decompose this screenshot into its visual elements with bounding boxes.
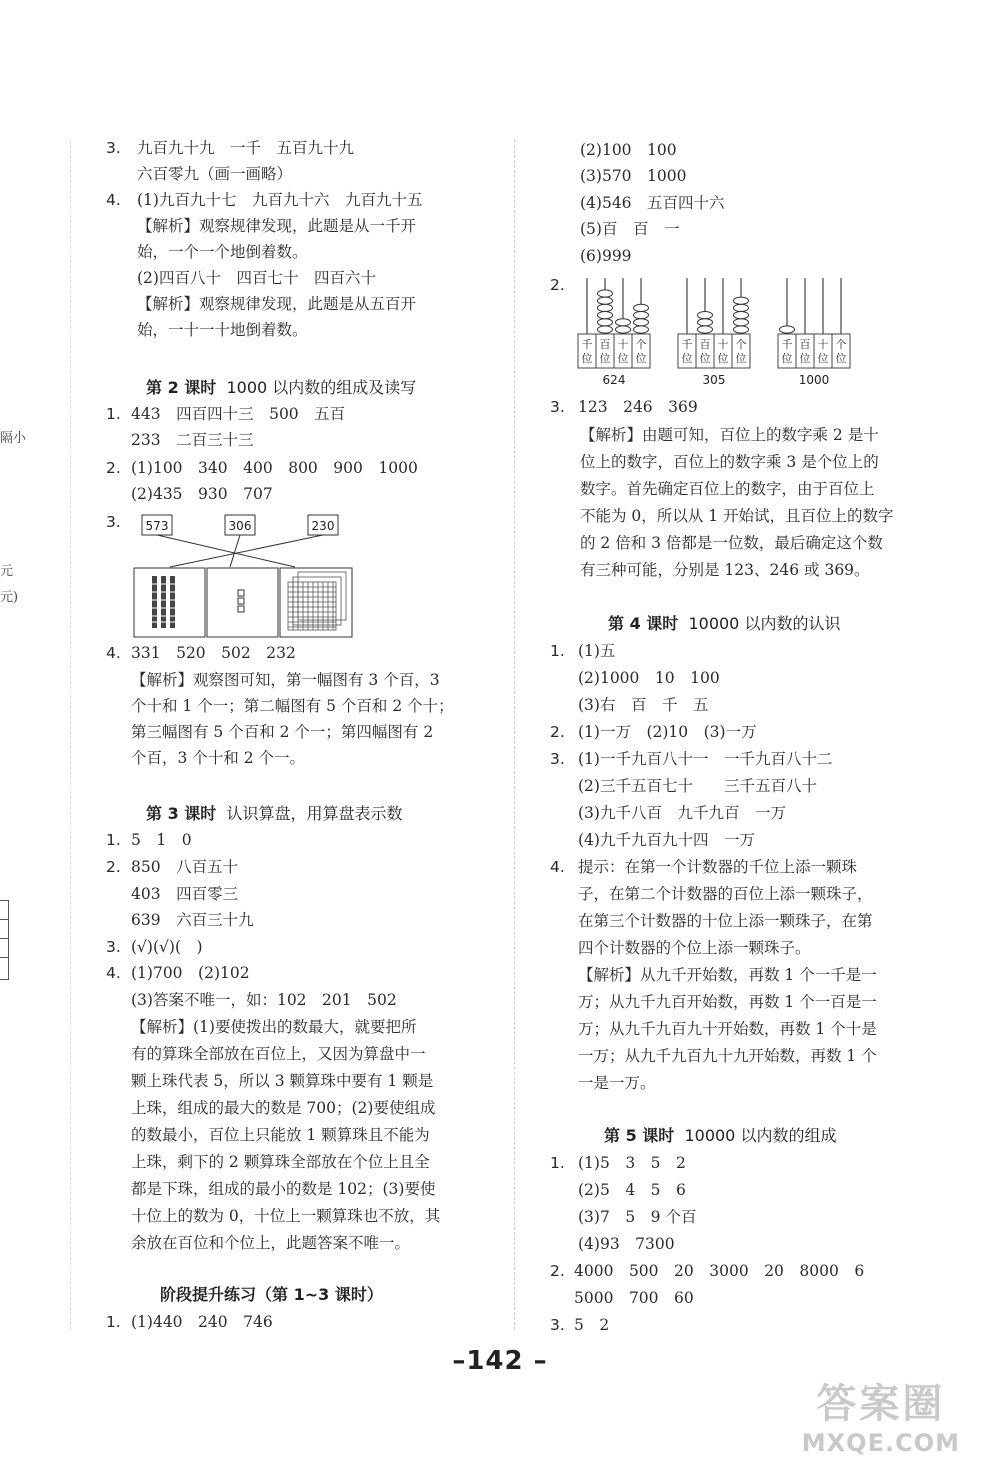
analysis-line: 【解析】从九千开始数，再数 1 个一千是一 xyxy=(578,966,877,984)
bead xyxy=(734,326,749,333)
place-label: 位 xyxy=(635,352,647,365)
answer-line: (3)570 1000 xyxy=(580,167,687,185)
analysis-line: 上珠，剩下的 2 颗算珠全部放在个位上且全 xyxy=(131,1153,430,1171)
analysis-line: 位上的数字，百位上的数字乘 3 是个位上的 xyxy=(580,453,879,471)
analysis-line: 个十和 1 个一；第二幅图有 5 个百和 2 个十； xyxy=(131,697,454,715)
analysis-line: 【解析】观察规律发现，此题是从一千开 xyxy=(137,217,417,235)
item-number: 4. xyxy=(106,644,121,662)
answer-line: (1)一万 (2)10 (3)一万 xyxy=(578,723,757,741)
answer-line: 5000 700 60 xyxy=(574,1289,694,1307)
analysis-line: 【解析】(1)要使拨出的数最大，就要把所 xyxy=(131,1018,417,1036)
answer-line: (2)100 100 xyxy=(580,141,677,159)
bead xyxy=(616,326,631,333)
answer-line: (2)5 4 5 6 xyxy=(578,1181,686,1199)
bead xyxy=(780,326,795,333)
answer-line: (3)九千八百 九千九百 一万 xyxy=(578,804,786,822)
answer-line: 5 2 xyxy=(574,1316,610,1334)
analysis-line: 数字。首先确定百位上的数字，由于百位上 xyxy=(580,480,875,498)
picture-ones-3 xyxy=(207,568,278,637)
answer-line: 123 246 369 xyxy=(578,398,698,416)
item-number: 1. xyxy=(106,405,121,423)
answer-line: (3)右 百 千 五 xyxy=(578,696,709,714)
frame-caption: 305 xyxy=(702,373,726,387)
analysis-line: 都是下珠，组成的最小的数是 102；(3)要使 xyxy=(131,1180,436,1198)
bead xyxy=(698,312,713,319)
place-label: 百 xyxy=(799,338,811,351)
answer-line: 639 六百三十九 xyxy=(131,911,254,929)
answer-line: (1)440 240 746 xyxy=(131,1313,273,1331)
answer-line: (4)546 五百四十六 xyxy=(580,194,725,212)
analysis-line: 万；从九千九百开始数，再数 1 个一百是一 xyxy=(578,993,877,1011)
section-heading: 第 2 课时 1000 以内数的组成及读写 xyxy=(146,378,417,397)
analysis-line: 【解析】观察图可知，第一幅图有 3 个百，3 xyxy=(131,671,440,689)
place-label: 位 xyxy=(781,352,793,365)
counting-frame-1000 xyxy=(778,278,850,387)
place-label: 位 xyxy=(599,352,611,365)
number-box-306: 306 xyxy=(228,519,252,533)
column-divider xyxy=(514,140,515,1330)
item-number: 2. xyxy=(550,276,565,294)
left-margin-rule xyxy=(70,140,71,1330)
place-label: 位 xyxy=(817,352,829,365)
edge-fragment: 隔小 xyxy=(0,431,27,446)
bead xyxy=(734,297,749,304)
analysis-line: 一是一万。 xyxy=(578,1074,656,1092)
answer-line: (1)九百九十七 九百九十六 九百九十五 xyxy=(137,191,423,209)
edge-table-fragment xyxy=(0,900,9,980)
place-label: 位 xyxy=(835,352,847,365)
item-number: 1. xyxy=(550,1154,565,1172)
matching-figure xyxy=(130,510,360,640)
counting-frames-figure xyxy=(570,270,870,395)
answer-line: (3)7 5 9 个百 xyxy=(578,1208,697,1226)
bead xyxy=(634,319,649,326)
analysis-line: 上珠，组成的最大的数是 700；(2)要使组成 xyxy=(131,1099,436,1117)
place-label: 十 xyxy=(817,338,829,351)
item-number: 2. xyxy=(550,1262,565,1280)
number-box-230: 230 xyxy=(311,519,335,533)
analysis-line: 始，一十一十地倒着数。 xyxy=(137,321,308,339)
answer-line: (1)700 (2)102 xyxy=(131,964,250,982)
item-number: 1. xyxy=(106,831,121,849)
answer-line: 403 四百零三 xyxy=(131,885,239,903)
analysis-line: 的 2 倍和 3 倍都是一位数，最后确定这个数 xyxy=(580,534,883,552)
analysis-line: 第三幅图有 5 个百和 2 个一；第四幅图有 2 xyxy=(131,723,434,741)
item-number: 1. xyxy=(550,642,565,660)
answer-line: 提示：在第一个计数器的千位上添一颗珠 xyxy=(578,858,858,876)
item-number: 4. xyxy=(550,858,565,876)
analysis-line: 颗上珠代表 5，所以 3 颗算珠中要有 1 颗是 xyxy=(131,1072,434,1090)
answer-line: 在第三个计数器的十位上添一颗珠子，在第 xyxy=(578,912,873,930)
item-number: 3. xyxy=(106,139,121,157)
answer-line: (2)三千五百七十 三千五百八十 xyxy=(578,777,817,795)
bead xyxy=(598,297,613,304)
answer-line: 子，在第二个计数器的百位上添一颗珠子， xyxy=(578,885,873,903)
item-number: 2. xyxy=(106,858,121,876)
edge-fragment: 元 xyxy=(0,564,14,579)
bead xyxy=(598,290,613,297)
counting-frame-305 xyxy=(678,278,750,387)
bead xyxy=(634,304,649,311)
answer-line: (3)答案不唯一，如：102 201 502 xyxy=(131,991,397,1009)
answer-line: (1)一千九百八十一 一千九百八十二 xyxy=(578,750,833,768)
answer-line: 4000 500 20 3000 20 8000 6 xyxy=(574,1262,865,1280)
answer-line: (1)五 xyxy=(578,642,616,660)
bead xyxy=(598,326,613,333)
place-label: 十 xyxy=(617,338,629,351)
place-label: 个 xyxy=(735,338,747,351)
answer-line: (5)百 百 一 xyxy=(580,220,680,238)
answer-line: (2)四百八十 四百七十 四百六十 xyxy=(137,269,376,287)
place-label: 百 xyxy=(599,338,611,351)
place-label: 位 xyxy=(581,352,593,365)
watermark-logo: 答案圈 MXQE.COM xyxy=(801,1381,960,1457)
bead xyxy=(634,312,649,319)
bead xyxy=(698,326,713,333)
place-label: 位 xyxy=(699,352,711,365)
item-number: 4. xyxy=(106,964,121,982)
answer-line: (2)1000 10 100 xyxy=(578,669,720,687)
place-label: 位 xyxy=(681,352,693,365)
bead xyxy=(616,319,631,326)
answer-line: 443 四百四十三 500 五百 xyxy=(131,405,346,423)
bead xyxy=(598,304,613,311)
item-number: 3. xyxy=(550,398,565,416)
number-box-573: 573 xyxy=(145,519,169,533)
item-number: 3. xyxy=(106,513,121,531)
answer-line: (√)(√)( ) xyxy=(131,938,203,956)
bead xyxy=(698,319,713,326)
analysis-line: 的数最小，百位上只能放 1 颗算珠且不能为 xyxy=(131,1126,430,1144)
answer-line: (1)5 3 5 2 xyxy=(578,1154,686,1172)
answer-line: (4)93 7300 xyxy=(578,1235,675,1253)
analysis-line: 有三种可能，分别是 123、246 或 369。 xyxy=(580,561,870,579)
item-number: 2. xyxy=(550,723,565,741)
section-heading: 阶段提升练习（第 1~3 课时） xyxy=(160,1285,383,1304)
answer-line: 850 八百五十 xyxy=(131,858,239,876)
answer-line: (1)100 340 400 800 900 1000 xyxy=(131,459,418,477)
analysis-line: 个百，3 个十和 2 个一。 xyxy=(131,749,306,767)
answer-line: 331 520 502 232 xyxy=(131,644,296,662)
section-heading: 第 4 课时 10000 以内数的认识 xyxy=(608,614,841,633)
analysis-line: 【解析】观察规律发现，此题是从五百开 xyxy=(137,295,417,313)
analysis-line: 一万；从九千九百九十九开始数，再数 1 个 xyxy=(578,1047,877,1065)
bead xyxy=(734,312,749,319)
bead xyxy=(598,312,613,319)
item-number: 3. xyxy=(550,750,565,768)
frame-caption: 1000 xyxy=(798,373,830,387)
item-number: 1. xyxy=(106,1313,121,1331)
page-number: –142 – xyxy=(452,1346,548,1376)
section-heading: 第 3 课时 认识算盘，用算盘表示数 xyxy=(146,804,403,823)
section-heading: 第 5 课时 10000 以内数的组成 xyxy=(604,1126,837,1145)
item-number: 3. xyxy=(550,1316,565,1334)
counting-frame-624 xyxy=(578,278,650,387)
item-number: 3. xyxy=(106,938,121,956)
bead xyxy=(634,326,649,333)
answer-line: 四个计数器的个位上添一颗珠子。 xyxy=(578,939,811,957)
place-label: 位 xyxy=(717,352,729,365)
analysis-line: 十位上的数为 0，十位上一颗算珠也不放，其 xyxy=(131,1207,441,1225)
bead xyxy=(598,319,613,326)
answer-line: 5 1 0 xyxy=(131,831,192,849)
place-label: 位 xyxy=(617,352,629,365)
item-number: 2. xyxy=(106,459,121,477)
answer-line: (4)九千九百九十四 一万 xyxy=(578,831,755,849)
item-number: 4. xyxy=(106,191,121,209)
place-label: 百 xyxy=(699,338,711,351)
place-label: 位 xyxy=(735,352,747,365)
analysis-line: 余放在百位和个位上，此题答案不唯一。 xyxy=(131,1234,411,1252)
answer-line: 233 二百三十三 xyxy=(131,431,254,449)
edge-fragment: 元) xyxy=(0,590,19,605)
place-label: 千 xyxy=(781,338,793,351)
frame-caption: 624 xyxy=(602,373,626,387)
bead xyxy=(734,304,749,311)
analysis-line: 【解析】由题可知，百位上的数字乘 2 是十 xyxy=(580,426,879,444)
place-label: 千 xyxy=(581,338,593,351)
place-label: 位 xyxy=(799,352,811,365)
analysis-line: 始，一个一个地倒着数。 xyxy=(137,243,308,261)
analysis-line: 不能为 0，所以从 1 开始试，且百位上的数字 xyxy=(580,507,894,525)
place-label: 个 xyxy=(635,338,647,351)
bead xyxy=(734,319,749,326)
place-label: 十 xyxy=(717,338,729,351)
analysis-line: 有的算珠全部放在百位上，又因为算盘中一 xyxy=(131,1045,426,1063)
analysis-line: 万；从九千九百九十开始数，再数 1 个十是 xyxy=(578,1020,877,1038)
answer-line: 九百九十九 一千 五百九十九 xyxy=(137,139,355,157)
answer-line: (2)435 930 707 xyxy=(131,485,273,503)
answer-line: 六百零九（画一画略） xyxy=(137,165,293,183)
place-label: 千 xyxy=(681,338,693,351)
picture-hundreds-3 xyxy=(134,568,205,637)
answer-line: (6)999 xyxy=(580,247,632,265)
place-label: 个 xyxy=(835,338,847,351)
